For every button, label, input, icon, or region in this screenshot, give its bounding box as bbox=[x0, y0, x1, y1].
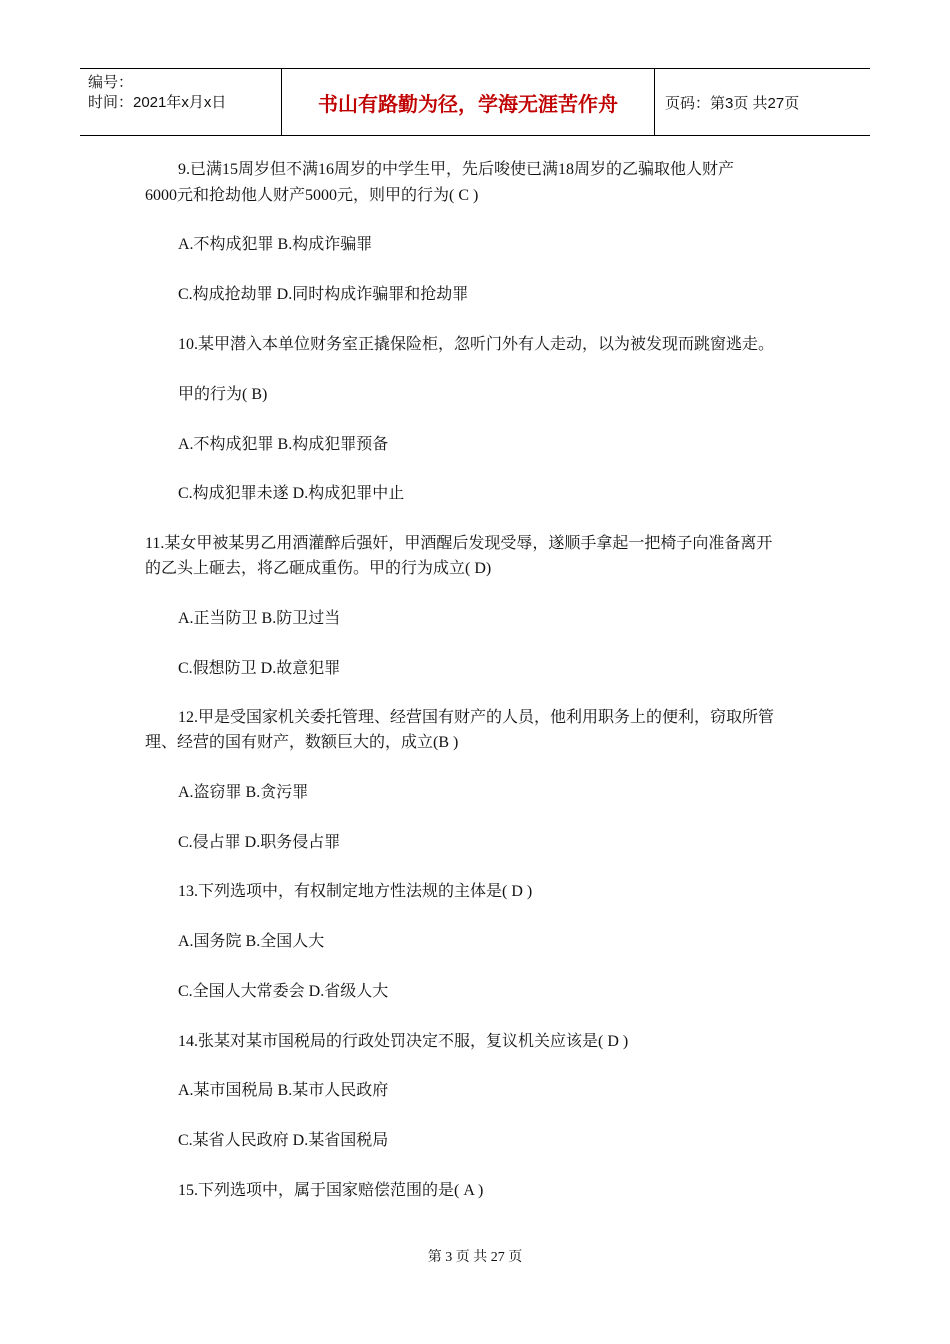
q9-line-2: 6000元和抢劫他人财产5000元，则甲的行为( C ) bbox=[145, 187, 479, 204]
page-header bbox=[80, 68, 870, 136]
q12-options-ab: A.盗窃罪 B.贪污罪 bbox=[178, 784, 309, 801]
q10-options-cd: C.构成犯罪未遂 D.构成犯罪中止 bbox=[178, 485, 405, 502]
page-footer: 第 3 页 共 27 页 bbox=[427, 1250, 523, 1265]
q10-line-2: 甲的行为( B) bbox=[178, 386, 268, 403]
q14-options-ab: A.某市国税局 B.某市人民政府 bbox=[178, 1082, 389, 1099]
q10-options-ab: A.不构成犯罪 B.构成犯罪预备 bbox=[178, 436, 389, 453]
q13-options-ab: A.国务院 B.全国人大 bbox=[178, 933, 325, 950]
q9-options-ab: A.不构成犯罪 B.构成诈骗罪 bbox=[178, 236, 373, 253]
q12-line-1: 12.甲是受国家机关委托管理、经营国有财产的人员，他利用职务上的便利，窃取所管 bbox=[178, 709, 775, 726]
q12-line-2: 理、经营的国有财产，数额巨大的，成立(B ) bbox=[145, 734, 459, 751]
time-label: 时间：2021年x月x日 bbox=[88, 94, 227, 111]
q11-options-ab: A.正当防卫 B.防卫过当 bbox=[178, 610, 341, 627]
header-page-info: 页码：第3页 共27页 bbox=[665, 94, 800, 112]
q15-line-1: 15.下列选项中，属于国家赔偿范围的是( A ) bbox=[178, 1182, 484, 1199]
q12-options-cd: C.侵占罪 D.职务侵占罪 bbox=[178, 834, 341, 851]
header-motto: 书山有路勤为径，学海无涯苦作舟 bbox=[282, 69, 655, 135]
q14-line-1: 14.张某对某市国税局的行政处罚决定不服，复议机关应该是( D ) bbox=[178, 1033, 629, 1050]
q11-line-2: 的乙头上砸去，将乙砸成重伤。甲的行为成立( D) bbox=[145, 560, 492, 577]
q11-line-1: 11.某女甲被某男乙用酒灌醉后强奸，甲酒醒后发现受辱，遂顺手拿起一把椅子向准备离开 bbox=[145, 535, 773, 552]
q11-options-cd: C.假想防卫 D.故意犯罪 bbox=[178, 660, 341, 677]
header-left-cell bbox=[80, 69, 282, 135]
q13-line-1: 13.下列选项中，有权制定地方性法规的主体是( D ) bbox=[178, 883, 533, 900]
q10-line-1: 10.某甲潜入本单位财务室正撬保险柜，忽听门外有人走动，以为被发现而跳窗逃走。 bbox=[178, 336, 775, 353]
code-label: 编号： bbox=[88, 74, 134, 91]
q9-options-cd: C.构成抢劫罪 D.同时构成诈骗罪和抢劫罪 bbox=[178, 286, 469, 303]
q9-line-1: 9.已满15周岁但不满16周岁的中学生甲，先后唆使已满18周岁的乙骗取他人财产 bbox=[178, 161, 735, 178]
q13-options-cd: C.全国人大常委会 D.省级人大 bbox=[178, 983, 389, 1000]
q14-options-cd: C.某省人民政府 D.某省国税局 bbox=[178, 1132, 389, 1149]
